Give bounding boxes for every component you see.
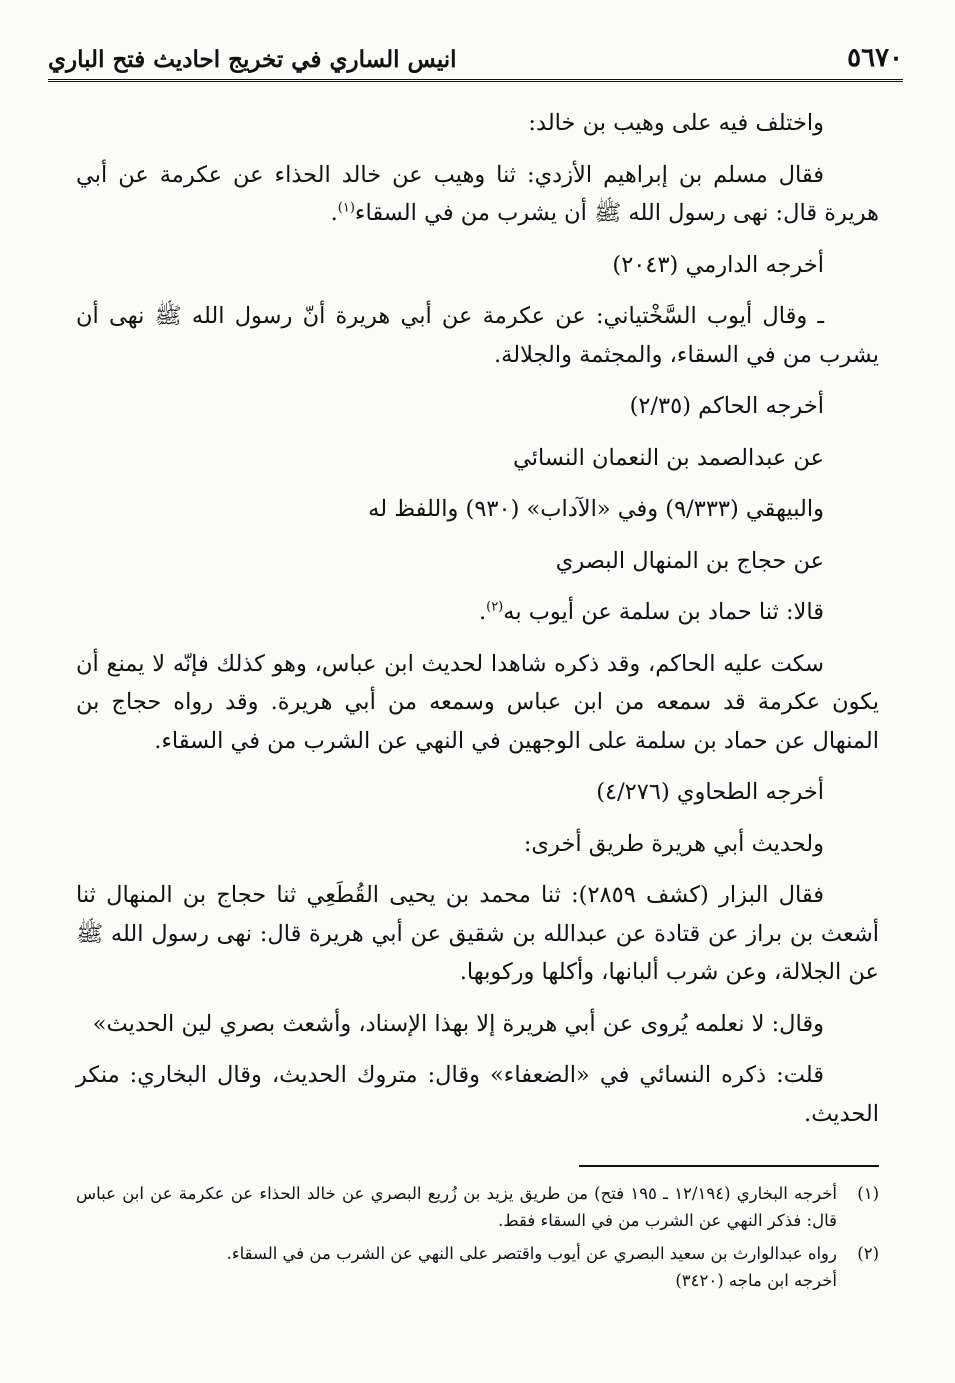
footnote-ref: (١): [337, 200, 355, 216]
page-number: ٥٦٧٠: [847, 43, 903, 73]
footnote-body: [76, 1240, 837, 1294]
page-header: [48, 34, 903, 82]
running-title: انيس الساري في تخريج احاديث فتح الباري: [48, 46, 457, 73]
paragraph: فقال البزار (كشف ٢٨٥٩): ثنا محمد بن يحيى القُطَعِي ثنا حجاج بن المنهال ثنا أشعث بن براز عن قتادة عن عبدالله بن شقيق عن أبي هريرة قال: نهى رسول الله ﷺ عن الجلالة، وعن شرب ألبانها، وأكلها وركوبها.: [76, 882, 879, 985]
footnote-number: (١): [857, 1184, 879, 1203]
footnote: [76, 1240, 879, 1294]
paragraph: عن عبدالصمد بن النعمان النسائي: [513, 444, 824, 471]
paragraph: ولحديث أبي هريرة طريق أخرى:: [523, 830, 824, 857]
main-text: [76, 104, 879, 1146]
footnote-number: (٢): [857, 1244, 879, 1263]
paragraph: أخرجه الطحاوي (٤/٢٧٦): [596, 779, 824, 805]
paragraph: ـ وقال أيوب السَّخْتياني: عن عكرمة عن أبي هريرة أنّ رسول الله ﷺ نهى أن يشرب من في السقاء، والمجثمة والجلالة.: [76, 303, 879, 368]
footnote-divider: [579, 1165, 879, 1167]
footnote-text: أخرجه ابن ماجه (٣٤٢٠): [675, 1271, 837, 1290]
paragraph: [76, 593, 879, 632]
paragraph-end: .: [330, 200, 338, 226]
paragraph: وقال: لا نعلمه يُروى عن أبي هريرة إلا بهذا الإسناد، وأشعث بصري لين الحديث»: [92, 1010, 824, 1037]
paragraph: والبيهقي (٩/٣٣٣) وفي «الآداب» (٩٣٠) واللفظ له: [368, 496, 824, 522]
footnote-text: أخرجه البخاري (١٢/١٩٤ ـ ١٩٥ فتح) من طريق يزيد بن زُريع البصري عن خالد الحذاء عن عكرمة عن ابن عباس قال: فذكر النهي عن الشرب من في السقاء فقط.: [76, 1184, 838, 1230]
paragraph: واختلف فيه على وهيب بن خالد:: [528, 110, 824, 136]
footnote: [76, 1180, 879, 1234]
paragraph: سكت عليه الحاكم، وقد ذكره شاهدا لحديث ابن عباس، وهو كذلك فإنّه لا يمنع أن يكون عكرمة قد سمعه من ابن عباس وسمعه من أبي هريرة. وقد رواه حجاج بن المنهال عن حماد بن سلمة على الوجهين في النهي عن الشرب من في السقاء.: [76, 650, 879, 754]
footnotes: [76, 1180, 879, 1300]
paragraph-end: .: [478, 599, 487, 625]
paragraph-text: فقال مسلم بن إبراهيم الأزدي: ثنا وهيب عن خالد الحذاء عن عكرمة عن أبي هريرة قال: نهى رسول الله ﷺ أن يشرب من في السقاء: [76, 161, 879, 226]
paragraph: أخرجه الدارمي (٢٠٤٣): [612, 251, 824, 278]
paragraph-text: قالا: ثنا حماد بن سلمة عن أيوب به: [503, 599, 824, 625]
paragraph: أخرجه الحاكم (٢/٣٥): [629, 393, 824, 419]
footnote-text: رواه عبدالوارث بن سعيد البصري عن أيوب واقتصر على النهي عن الشرب من في السقاء.: [226, 1244, 837, 1263]
paragraph: قلت: ذكره النسائي في «الضعفاء» وقال: متروك الحديث، وقال البخاري: منكر الحديث.: [76, 1062, 879, 1127]
footnote-body: [76, 1180, 837, 1234]
paragraph: [76, 156, 879, 233]
footnote-ref: (٢): [486, 599, 504, 615]
paragraph: عن حجاج بن المنهال البصري: [555, 547, 824, 574]
